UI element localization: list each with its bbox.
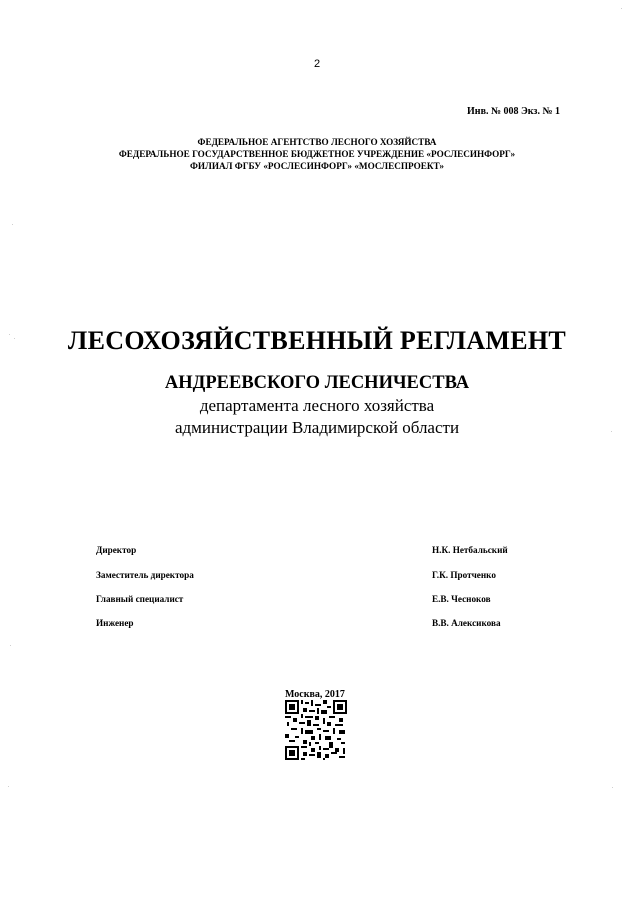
signatory-name: Е.В. Чесноков — [432, 594, 491, 604]
signatory-name: Н.К. Нетбальский — [432, 545, 508, 555]
signatory-name: В.В. Алексикова — [432, 618, 501, 628]
qr-code — [285, 700, 347, 760]
scan-speck — [14, 338, 15, 339]
scan-speck — [612, 787, 613, 788]
scan-speck — [8, 786, 9, 787]
scan-speck — [611, 431, 612, 432]
inventory-number: Инв. № 008 Экз. № 1 — [467, 106, 560, 117]
signatory-position: Директор — [96, 545, 137, 555]
signatory-position: Главный специалист — [96, 594, 184, 604]
subtitle-forestry: АНДРЕЕВСКОГО ЛЕСНИЧЕСТВА — [164, 373, 470, 393]
signatory-position: Заместитель директора — [96, 570, 194, 580]
org-branch: ФИЛИАЛ ФГБУ «РОСЛЕСИНФОРГ» «МОСЛЕСПРОЕКТ» — [190, 161, 444, 171]
city-year: Москва, 2017 — [285, 689, 345, 700]
page-number: 2 — [313, 58, 321, 70]
scan-speck — [12, 224, 13, 225]
signatory-position: Инженер — [96, 618, 134, 628]
scan-speck — [621, 8, 622, 9]
subtitle-department: департамента лесного хозяйства — [199, 396, 435, 415]
scan-speck — [10, 645, 11, 646]
org-agency: ФЕДЕРАЛЬНОЕ АГЕНТСТВО ЛЕСНОГО ХОЗЯЙСТВА — [197, 137, 437, 147]
org-institution: ФЕДЕРАЛЬНОЕ ГОСУДАРСТВЕННОЕ БЮДЖЕТНОЕ УЧРЕЖДЕНИЕ «РОСЛЕСИНФОРГ» — [118, 149, 516, 159]
signatory-name: Г.К. Протченко — [432, 570, 496, 580]
scan-speck — [9, 334, 10, 335]
document-title: ЛЕСОХОЗЯЙСТВЕННЫЙ РЕГЛАМЕНТ — [67, 326, 567, 355]
subtitle-administration: администрации Владимирской области — [174, 418, 460, 437]
